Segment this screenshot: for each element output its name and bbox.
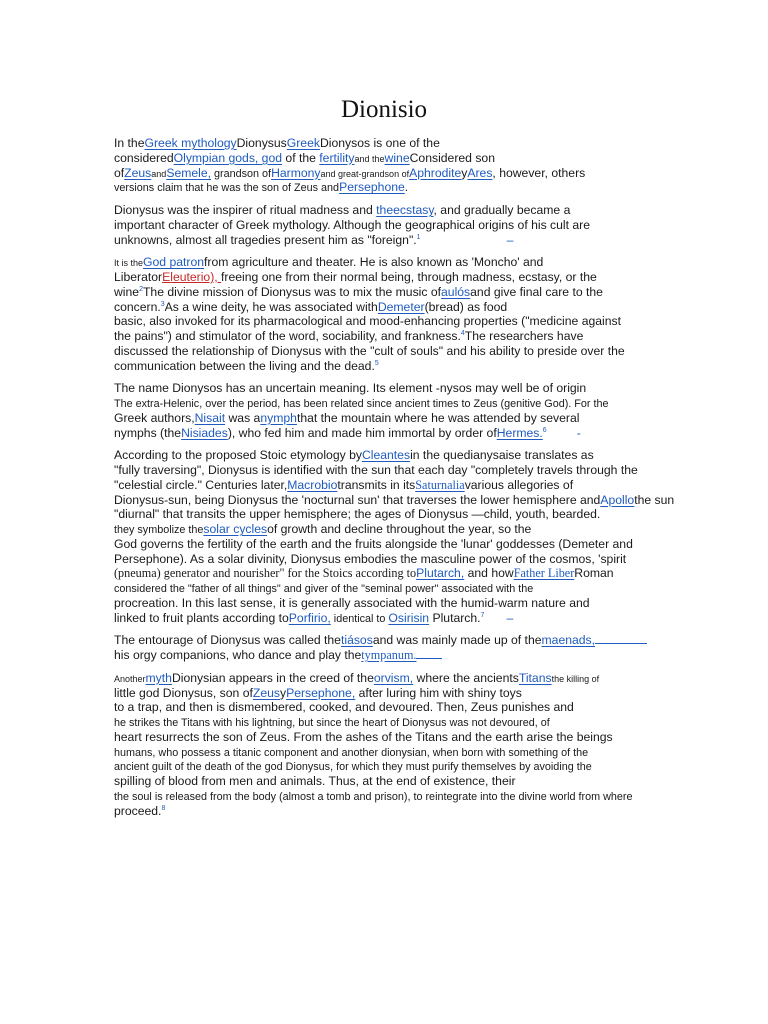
text-run: The name Dionysos has an uncertain meaning. Its element -nysos may well be of origin <box>114 381 587 396</box>
text-run: transmits in its <box>337 477 416 492</box>
text-line <box>114 715 694 730</box>
text-run: in the quedianysaise translates as <box>410 448 594 463</box>
text-line <box>114 448 694 463</box>
text-run: y <box>461 165 468 180</box>
text-line <box>114 463 694 478</box>
wiki-link[interactable]: Plutarch, <box>416 566 465 581</box>
text-run: versions claim that he was the son of Zeus and <box>114 182 340 195</box>
footnote-ref[interactable]: 3 <box>160 300 165 308</box>
text-line <box>114 136 694 151</box>
text-run: discussed the relationship of Dionysus with the "cult of souls" and his ability to preside over the <box>114 343 625 358</box>
text-run: The entourage of Dionysus was called the <box>114 633 341 648</box>
wiki-link[interactable]: tympanum. <box>361 648 417 662</box>
text-run: and the <box>354 153 385 164</box>
text-run: they symbolize the <box>114 524 204 536</box>
text-run: identical to <box>330 612 389 625</box>
paragraph <box>114 633 694 663</box>
text-run: "diurnal" that transits the upper hemisphere; the ages of Dionysus —child, youth, bearded. <box>114 507 601 522</box>
wiki-link[interactable]: Aphrodite <box>409 165 462 180</box>
text-line <box>114 789 694 804</box>
line-spacer <box>595 643 647 644</box>
text-run: As a wine deity, he was associated with <box>164 299 378 314</box>
text-run: considered <box>114 150 174 165</box>
text-run: wine <box>114 284 140 299</box>
text-run: that the mountain where he was attended by several <box>296 410 580 425</box>
text-line <box>114 745 694 760</box>
text-line <box>114 671 694 686</box>
text-run: , and gradually became a <box>433 203 571 217</box>
text-run: where the ancients <box>413 670 519 685</box>
text-run: Another <box>114 673 146 684</box>
text-line <box>114 285 694 300</box>
wiki-link[interactable]: nymph <box>260 410 297 425</box>
footnote-ref[interactable]: 6 <box>542 426 547 434</box>
text-run: "celestial circle." Centuries later, <box>114 477 288 492</box>
wiki-link[interactable]: Zeus <box>124 165 152 180</box>
text-run: and great-grandson of <box>320 168 410 179</box>
text-run: (bread) as food <box>424 299 508 314</box>
text-line <box>114 270 694 285</box>
wiki-link[interactable]: Harmony <box>271 165 321 180</box>
footnote-ref[interactable]: 5 <box>374 359 379 367</box>
wiki-link[interactable]: Eleuterio), <box>162 270 222 284</box>
wiki-link[interactable]: Zeus <box>252 685 280 700</box>
text-run: of <box>114 165 125 180</box>
text-run: procreation. In this last sense, it is generally associated with the humid-warm nature and <box>114 595 590 610</box>
text-line <box>114 426 694 441</box>
text-run: the killing of <box>551 673 600 684</box>
text-run: In the <box>114 136 145 150</box>
text-line <box>114 537 694 552</box>
wiki-link[interactable]: wine <box>384 150 410 165</box>
text-line <box>114 478 694 493</box>
text-line <box>114 507 694 522</box>
text-run: Dionysus <box>236 136 287 150</box>
paragraph <box>114 255 694 373</box>
text-run: of the <box>282 150 320 165</box>
text-run: humans, who possess a titanic component and another dionysian, when born with something of the <box>114 746 589 759</box>
page-title: Dionisio <box>340 96 428 123</box>
text-run: after luring him with shiny toys <box>355 685 522 700</box>
text-run: God governs the fertility of the earth and the fruits alongside the 'lunar' goddesses (Demeter and <box>114 536 633 551</box>
text-run: Roman <box>574 566 614 581</box>
text-run: concern. <box>114 299 161 314</box>
text-run: Dionysus-sun, being Dionysus the 'nocturnal sun' that traverses the lower hemisphere and <box>114 492 601 507</box>
text-run: , however, others <box>492 165 586 180</box>
text-line <box>114 411 694 426</box>
text-run: Greek authors, <box>114 410 195 425</box>
wiki-link[interactable]: aulós <box>441 284 471 299</box>
text-line <box>114 329 694 344</box>
text-run: of growth and decline throughout the year, so the <box>267 522 532 536</box>
dash-mark: - <box>576 425 581 440</box>
text-line <box>114 359 694 374</box>
text-run: The extra-Helenic, over the period, has been related since ancient times to Zeus (genitive God). For the <box>114 398 609 410</box>
footnote-ref[interactable]: 7 <box>480 611 485 619</box>
footnote-ref[interactable]: 1 <box>416 233 421 241</box>
text-run: ), who fed him and made him immortal by order of <box>227 425 497 440</box>
text-run: and was mainly made up of the <box>372 633 542 648</box>
wiki-link[interactable]: Titans <box>518 670 552 685</box>
text-line <box>114 493 694 508</box>
text-line <box>114 700 694 715</box>
text-run: Dionysos is one of the <box>319 136 440 150</box>
text-run: the soul is released from the body (almost a tomb and prison), to reintegrate into the divine world from where <box>114 790 633 803</box>
text-line <box>114 804 694 819</box>
text-run: linked to fruit plants according to <box>114 610 289 625</box>
text-run: Liberator <box>114 270 163 284</box>
text-line <box>114 611 694 626</box>
text-run: . <box>404 180 409 195</box>
text-run: and <box>151 168 167 179</box>
wiki-link[interactable]: God patron <box>143 255 204 270</box>
text-run: It is the <box>114 258 144 269</box>
text-run: and give final care to the <box>470 284 603 299</box>
text-run: the sun <box>634 492 675 507</box>
text-run: and how <box>464 566 514 581</box>
wiki-link[interactable]: solar cycles <box>203 522 268 536</box>
paragraph <box>114 136 694 195</box>
paragraph <box>114 448 694 625</box>
dash-mark: – <box>506 610 514 625</box>
text-run: Persephone). As a solar divinity, Dionysus embodies the masculine power of the cosmos, 'spirit <box>114 551 627 566</box>
wiki-link[interactable]: Olympian gods, god <box>173 150 283 165</box>
text-line <box>114 686 694 701</box>
text-run: various allegories of <box>464 477 574 492</box>
text-run: (pneuma) generator and nourisher" for the Stoics according to <box>114 566 417 581</box>
text-run: he strikes the Titans with his lightning, but since the heart of Dionysus was not devoured, of <box>114 717 550 729</box>
text-line <box>114 566 694 581</box>
paragraph <box>114 203 694 247</box>
text-run: considered the "father of all things" and giver of the "seminal power" associated with the <box>114 583 534 595</box>
text-line <box>114 648 694 663</box>
wiki-link[interactable]: Greek <box>286 136 320 150</box>
text-run: the pains") and stimulator of the word, sociability, and frankness. <box>114 329 461 343</box>
wiki-link[interactable]: Osirisin <box>388 610 430 625</box>
text-line <box>114 730 694 745</box>
wiki-link[interactable]: tiásos <box>340 633 373 648</box>
line-spacer <box>416 658 442 659</box>
text-line <box>114 218 694 233</box>
text-run: communication between the living and the dead. <box>114 358 375 373</box>
text-run: heart resurrects the son of Zeus. From the ashes of the Titans and the earth arise the beings <box>114 729 613 744</box>
text-line <box>114 552 694 567</box>
text-line <box>114 381 694 396</box>
text-run: The divine mission of Dionysus was to mix the music of <box>142 284 442 299</box>
wiki-link[interactable]: Greek mythology <box>144 136 237 150</box>
text-line <box>114 774 694 789</box>
text-run: Dionysian appears in the creed of the <box>171 670 374 685</box>
text-run: According to the proposed Stoic etymology by <box>114 448 362 463</box>
text-run: ancient guilt of the death of the god Dionysus, for which they must purify themselves by avoiding the <box>114 761 592 774</box>
wiki-link[interactable]: Persephone, <box>286 685 356 700</box>
text-line <box>114 396 694 411</box>
text-run: important character of Greek mythology. Although the geographical origins of his cult are <box>114 217 591 232</box>
wiki-link[interactable]: orvism, <box>373 670 414 685</box>
paragraph <box>114 381 694 440</box>
text-run: basic, also invoked for its pharmacological and mood-enhancing properties ("medicine against <box>114 314 622 329</box>
wiki-link[interactable]: theecstasy <box>376 203 434 217</box>
text-line <box>114 166 694 181</box>
text-line <box>114 300 694 315</box>
text-line <box>114 180 694 195</box>
text-run: from agriculture and theater. He is also known as 'Moncho' and <box>204 255 544 270</box>
text-line <box>114 522 694 537</box>
text-line <box>114 344 694 359</box>
text-line <box>114 596 694 611</box>
wiki-link[interactable]: Macrobio <box>287 477 338 492</box>
text-line <box>114 581 694 596</box>
text-run: freeing one from their normal being, through madness, ecstasy, or the <box>221 270 597 284</box>
wiki-link[interactable]: myth <box>145 670 172 685</box>
text-line <box>114 203 694 218</box>
footnote-ref[interactable]: 8 <box>161 804 166 812</box>
footnote-ref[interactable]: 2 <box>139 285 143 293</box>
wiki-link[interactable]: Ares <box>467 165 493 180</box>
text-line <box>114 633 694 648</box>
text-run: nymphs (the <box>114 425 182 440</box>
text-run: The researchers have <box>464 329 584 343</box>
wiki-link[interactable]: Semele, <box>166 165 212 180</box>
text-run: "fully traversing", Dionysus is identified with the sun that each day "completely travels through the <box>114 463 638 477</box>
dash-mark: – <box>506 232 514 247</box>
wiki-link[interactable]: Nisiades <box>181 425 228 440</box>
wiki-link[interactable]: Father Liber <box>513 566 575 581</box>
text-run: Considered son <box>409 150 495 165</box>
text-run: grandson of <box>211 167 272 180</box>
text-run: Dionysus was the inspirer of ritual madness and <box>114 203 377 217</box>
document-body <box>114 136 694 826</box>
text-run: his orgy companions, who dance and play the <box>114 648 362 662</box>
text-run: Plutarch. <box>429 610 481 625</box>
wiki-link[interactable]: Porfirio, <box>288 610 331 625</box>
wiki-link[interactable]: maenads, <box>541 633 596 648</box>
wiki-link[interactable]: Persephone <box>339 180 405 195</box>
text-run: to a trap, and then is dismembered, cooked, and devoured. Then, Zeus punishes and <box>114 700 574 715</box>
wiki-link[interactable]: Hermes. <box>496 425 543 440</box>
footnote-ref[interactable]: 4 <box>460 329 465 337</box>
wiki-link[interactable]: Demeter <box>377 299 425 314</box>
text-line <box>114 759 694 774</box>
wiki-link[interactable]: fertility <box>319 150 355 165</box>
text-run: little god Dionysus, son of <box>114 685 253 700</box>
text-line <box>114 233 694 248</box>
wiki-link[interactable]: Nisait <box>194 410 226 425</box>
text-run: unknowns, almost all tragedies present him as "foreign". <box>114 232 417 247</box>
text-run: y <box>280 685 287 700</box>
text-line <box>114 151 694 166</box>
text-run: proceed. <box>114 803 162 818</box>
text-line <box>114 314 694 329</box>
wiki-link[interactable]: Cleantes <box>361 448 411 463</box>
text-run: spilling of blood from men and animals. Thus, at the end of existence, their <box>114 774 516 788</box>
text-line <box>114 255 694 270</box>
wiki-link[interactable]: Saturnalia <box>415 477 465 492</box>
paragraph <box>114 671 694 819</box>
wiki-link[interactable]: Apollo <box>600 492 635 507</box>
text-run: was a <box>225 410 261 425</box>
